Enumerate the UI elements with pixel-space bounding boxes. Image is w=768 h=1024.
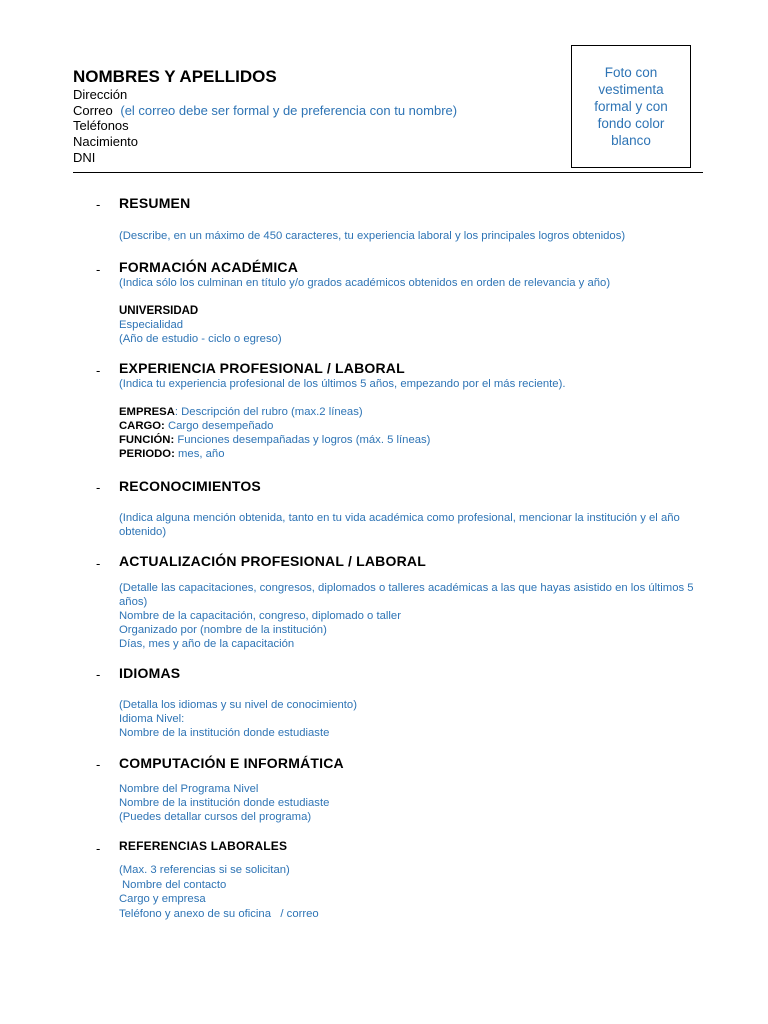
section-title-formacion: FORMACIÓN ACADÉMICA [119, 259, 299, 275]
contact-phone: Teléfono y anexo de su oficina / correo [119, 908, 319, 920]
birth-date: Nacimiento [73, 134, 139, 149]
company-value: : Descripción del rubro (max.2 líneas) [174, 406, 363, 418]
bullet: - [96, 667, 101, 682]
training-date: Días, mes y año de la capacitación [119, 638, 295, 650]
program-level: Nombre del Programa Nivel [119, 783, 259, 795]
role-line [119, 419, 273, 433]
bullet: - [96, 262, 101, 277]
actualizacion-hint: (Detalle las capacitaciones, congresos, diplomados o talleres académicas a las que hayas asistido en los últimos 5 años) [119, 582, 694, 608]
period-value: mes, año [174, 448, 225, 460]
training-organizer: Organizado por (nombre de la institución) [119, 624, 327, 636]
specialty: Especialidad [119, 319, 184, 331]
section-title-reconocimientos: RECONOCIMIENTOS [119, 478, 261, 494]
email-line [73, 103, 457, 118]
full-name: NOMBRES Y APELLIDOS [73, 67, 277, 86]
section-title-computacion: COMPUTACIÓN E INFORMÁTICA [119, 755, 344, 771]
function-label: FUNCIÓN: [119, 434, 175, 446]
company-label: EMPRESA [119, 406, 175, 418]
idiomas-hint: (Detalla los idiomas y su nivel de conocimiento) [119, 699, 357, 711]
formacion-hint: (Indica sólo los culminan en título y/o grados académicos obtenidos en orden de relevancia y año) [119, 277, 611, 289]
bullet: - [96, 556, 101, 571]
function-line [119, 433, 430, 447]
section-title-idiomas: IDIOMAS [119, 665, 181, 681]
email-label: Correo [73, 103, 113, 118]
section-title-actualizacion: ACTUALIZACIÓN PROFESIONAL / LABORAL [119, 553, 426, 569]
resumen-hint: (Describe, en un máximo de 450 caracteres, tu experiencia laboral y los principales logros obtenidos) [119, 230, 626, 242]
section-title-experiencia: EXPERIENCIA PROFESIONAL / LABORAL [119, 360, 405, 376]
function-value: Funciones desempañadas y logros (máx. 5 líneas) [174, 434, 431, 446]
bullet: - [96, 757, 101, 772]
photo-placeholder-text: Foto con vestimenta formal y con fondo color blanco [594, 65, 668, 148]
dni: DNI [73, 150, 96, 165]
language-level: Idioma Nivel: [119, 713, 185, 725]
bullet: - [96, 480, 101, 495]
references-hint: (Max. 3 referencias si se solicitan) [119, 864, 290, 876]
period-line [119, 447, 224, 461]
program-courses: (Puedes detallar cursos del programa) [119, 811, 312, 823]
university-label: UNIVERSIDAD [119, 305, 199, 317]
study-year: (Año de estudio - ciclo o egreso) [119, 333, 282, 345]
role-label: CARGO: [119, 420, 165, 432]
phones: Teléfonos [73, 118, 129, 133]
role-value: Cargo desempeñado [164, 420, 274, 432]
bullet: - [96, 363, 101, 378]
bullet: - [96, 841, 101, 856]
section-title-resumen: RESUMEN [119, 195, 191, 211]
section-title-referencias: REFERENCIAS LABORALES [119, 839, 288, 853]
email-hint: (el correo debe ser formal y de preferencia con tu nombre) [120, 103, 458, 118]
company-line [119, 405, 363, 419]
period-label: PERIODO: [119, 448, 175, 460]
contact-role: Cargo y empresa [119, 893, 206, 905]
bullet: - [96, 197, 101, 212]
photo-placeholder [571, 45, 691, 168]
language-institution: Nombre de la institución donde estudiaste [119, 727, 330, 739]
experiencia-hint: (Indica tu experiencia profesional de los últimos 5 años, empezando por el más reciente). [119, 378, 566, 390]
header-divider [73, 172, 703, 173]
training-name: Nombre de la capacitación, congreso, diplomado o taller [119, 610, 401, 622]
contact-name: Nombre del contacto [122, 879, 227, 891]
program-institution: Nombre de la institución donde estudiaste [119, 797, 330, 809]
address: Dirección [73, 87, 128, 102]
reconocimientos-hint: (Indica alguna mención obtenida, tanto en tu vida académica como profesional, mencionar la institución y el año obtenido) [119, 512, 680, 538]
